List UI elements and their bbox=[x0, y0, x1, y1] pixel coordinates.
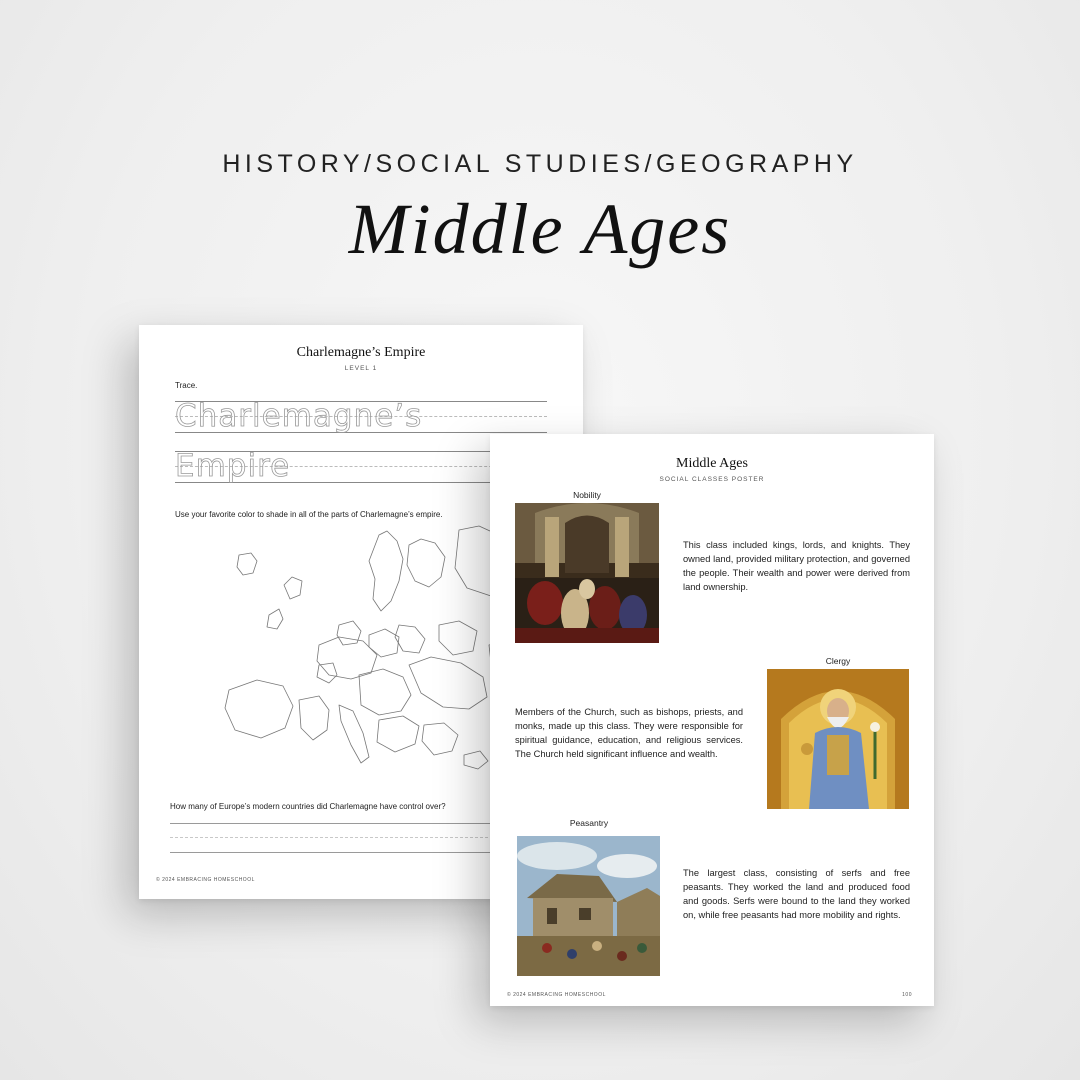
trace-instruction: Trace. bbox=[175, 381, 198, 390]
clergy-description: Members of the Church, such as bishops, priests, and monks, made up this class. They were responsible for spiritual guidance, education, and religious services. The Church held significant influence and wealth. bbox=[515, 707, 743, 759]
page-title: Middle Ages bbox=[348, 189, 732, 269]
trace-word-charlemagnes: Charlemagne’s bbox=[175, 398, 423, 434]
worksheet-level: LEVEL 1 bbox=[344, 365, 378, 372]
poster-title: Middle Ages bbox=[676, 456, 748, 471]
front-footer: © 2024 EMBRACING HOMESCHOOL bbox=[507, 992, 606, 998]
label-peasantry: Peasantry bbox=[569, 818, 609, 828]
peasantry-painting bbox=[517, 836, 660, 976]
peasantry-description: The largest class, consisting of serfs and free peasants. They worked the land and produced food and goods. Serfs were bound to the land they worked on, while free peasants had more mobility and rights. bbox=[683, 868, 910, 920]
nobility-description: This class included kings, lords, and knights. They owned land, provided military protection, and governed the people. Their wealth and power were derived from land ownership. bbox=[683, 540, 910, 592]
worksheet-title: Charlemagne’s Empire bbox=[296, 345, 426, 360]
back-footer: © 2024 EMBRACING HOMESCHOOL bbox=[156, 877, 255, 883]
label-clergy: Clergy bbox=[825, 656, 851, 666]
page-number: 100 bbox=[902, 992, 912, 998]
label-nobility: Nobility bbox=[573, 490, 601, 500]
trace-word-empire: Empire bbox=[175, 448, 291, 484]
subject-heading: HISTORY/SOCIAL STUDIES/GEOGRAPHY bbox=[222, 150, 858, 178]
nobility-painting bbox=[515, 503, 659, 643]
poster-social-classes bbox=[490, 434, 934, 1006]
map-instruction: Use your favorite color to shade in all of the parts of Charlemagne’s empire. bbox=[175, 510, 443, 519]
clergy-painting bbox=[767, 669, 909, 809]
poster-subtitle: SOCIAL CLASSES POSTER bbox=[659, 476, 765, 483]
question-text: How many of Europe’s modern countries did Charlemagne have control over? bbox=[170, 802, 446, 811]
